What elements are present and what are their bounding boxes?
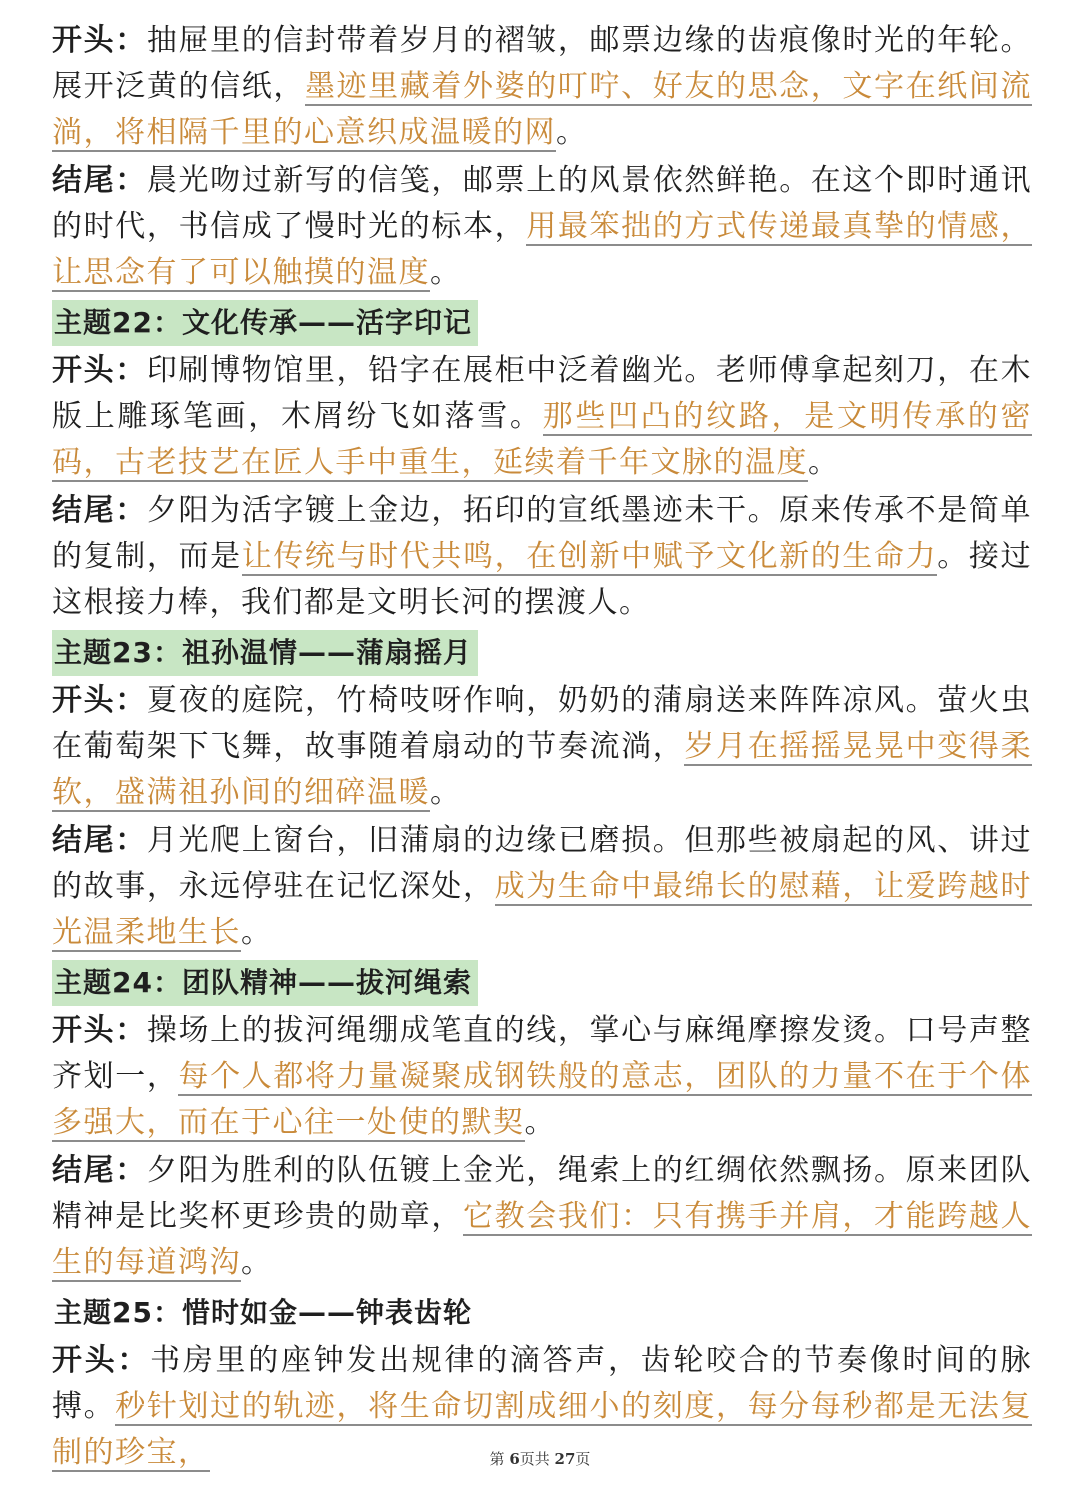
highlighted-text: 用最笨拙的方式传递最真挚的情感，让思念有了可以触摸的温度 xyxy=(52,209,1032,290)
paragraph-tail: 。 xyxy=(524,1105,556,1140)
paragraph-text: 晨光吻过新写的信笺，邮票上的风景依然鲜艳。在这个即时通讯的时代，书信成了慢时光的标本， xyxy=(52,163,1033,244)
highlighted-text: 秒针划过的轨迹，将生命切割成细小的刻度，每分每秒都是无法复制的珍宝， xyxy=(52,1389,1033,1470)
opening-label: 开头： xyxy=(52,353,147,388)
page-number: 6 xyxy=(509,1450,520,1468)
highlighted-text: 岁月在摇摇晃晃中变得柔软，盛满祖孙间的细碎温暖 xyxy=(52,729,1033,810)
highlighted-text: 墨迹里藏着外婆的叮咛、好友的思念，文字在纸间流淌，将相隔千里的心意织成温暖的网 xyxy=(52,69,1033,150)
topic-title: 主题22：文化传承——活字印记 xyxy=(52,300,478,346)
ending-label: 结尾： xyxy=(52,493,147,528)
paragraph-ending xyxy=(52,488,1032,626)
page-footer xyxy=(0,1448,1080,1469)
opening-label: 开头： xyxy=(52,1343,151,1378)
paragraph-ending xyxy=(52,158,1032,296)
topic-title: 主题24：团队精神——拔河绳索 xyxy=(52,960,478,1006)
topic-25 xyxy=(52,1290,1032,1336)
ending-label: 结尾： xyxy=(52,1153,147,1188)
opening-label: 开头： xyxy=(52,683,147,718)
topic-23 xyxy=(52,630,1032,676)
topic-22 xyxy=(52,300,1032,346)
paragraph-tail: 。 xyxy=(808,445,840,480)
paragraph-tail: 。 xyxy=(556,115,588,150)
paragraph-opening xyxy=(52,348,1032,486)
paragraph-text: 夕阳为胜利的队伍镀上金光，绳索上的红绸依然飘扬。原来团队精神是比奖杯更珍贵的勋章， xyxy=(52,1153,1033,1234)
paragraph-opening xyxy=(52,1008,1032,1146)
paragraph-text: 抽屉里的信封带着岁月的褶皱，邮票边缘的齿痕像时光的年轮。展开泛黄的信纸， xyxy=(52,23,1033,104)
document-page xyxy=(52,18,1032,1478)
paragraph-text: 夏夜的庭院，竹椅吱呀作响，奶奶的蒲扇送来阵阵凉风。萤火虫在葡萄架下飞舞，故事随着扇动的节奏流淌， xyxy=(52,683,1033,764)
paragraph-opening xyxy=(52,18,1032,156)
opening-label: 开头： xyxy=(52,1013,147,1048)
ending-label: 结尾： xyxy=(52,823,147,858)
paragraph-text: 夕阳为活字镀上金边，拓印的宣纸墨迹未干。原来传承不是简单的复制，而是 xyxy=(52,493,1033,574)
paragraph-tail: 。 xyxy=(241,1245,273,1280)
paragraph-ending xyxy=(52,818,1032,956)
paragraph-tail: 。 xyxy=(430,255,462,290)
paragraph-opening xyxy=(52,678,1032,816)
paragraph-tail: 。接过这根接力棒，我们都是文明长河的摆渡人。 xyxy=(52,539,1033,620)
ending-label: 结尾： xyxy=(52,163,147,198)
paragraph-text: 月光爬上窗台，旧蒲扇的边缘已磨损。但那些被扇起的风、讲过的故事，永远停驻在记忆深处， xyxy=(52,823,1033,904)
topic-title: 主题25：惜时如金——钟表齿轮 xyxy=(54,1296,472,1329)
page-total: 27 xyxy=(554,1450,576,1468)
paragraph-tail: 。 xyxy=(430,775,462,810)
highlighted-text: 让传统与时代共鸣，在创新中赋予文化新的生命力 xyxy=(241,539,938,574)
footer-suffix: 页 xyxy=(575,1450,591,1468)
paragraph-ending xyxy=(52,1148,1032,1286)
topic-24 xyxy=(52,960,1032,1006)
footer-middle: 页共 xyxy=(519,1450,555,1468)
paragraph-text: 书房里的座钟发出规律的滴答声，齿轮咬合的节奏像时间的脉搏。 xyxy=(52,1343,1033,1424)
highlighted-text: 那些凹凸的纹路，是文明传承的密码，古老技艺在匠人手中重生，延续着千年文脉的温度 xyxy=(52,399,1033,480)
highlighted-text: 每个人都将力量凝聚成钢铁般的意志，团队的力量不在于个体多强大，而在于心往一处使的默契 xyxy=(52,1059,1033,1140)
paragraph-text: 操场上的拔河绳绷成笔直的线，掌心与麻绳摩擦发烫。口号声整齐划一， xyxy=(52,1013,1033,1094)
paragraph-text: 印刷博物馆里，铅字在展柜中泛着幽光。老师傅拿起刻刀，在木版上雕琢笔画，木屑纷飞如落雪。 xyxy=(52,353,1033,434)
topic-title: 主题23：祖孙温情——蒲扇摇月 xyxy=(52,630,478,676)
highlighted-text: 成为生命中最绵长的慰藉，让爱跨越时光温柔地生长 xyxy=(52,869,1033,950)
footer-prefix: 第 xyxy=(489,1450,510,1468)
paragraph-tail: 。 xyxy=(241,915,273,950)
highlighted-text: 它教会我们：只有携手并肩，才能跨越人生的每道鸿沟 xyxy=(52,1199,1033,1280)
opening-label: 开头： xyxy=(52,23,147,58)
